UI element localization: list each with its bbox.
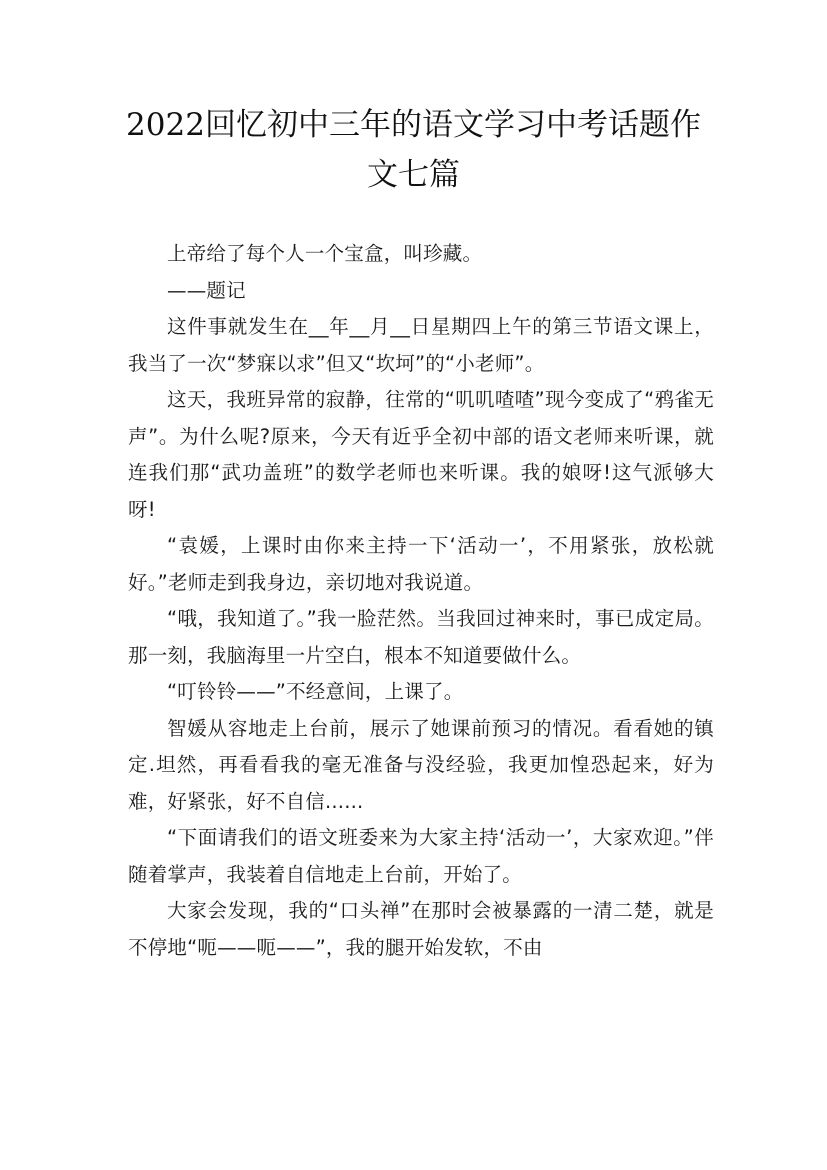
paragraph: “叮铃铃——”不经意间，上课了。 xyxy=(167,680,464,703)
title-line-2: 文七篇 xyxy=(367,157,460,193)
paragraph: “袁媛，上课时由你来主持一下‘活动一’，不用紧张，放松就好。”老师走到我身边，亲切地对我说道。 xyxy=(128,534,714,594)
document-title xyxy=(100,100,727,200)
title-line-1: 2022回忆初中三年的语文学习中考话题作 xyxy=(126,107,701,143)
paragraph-epigraph: 上帝给了每个人一个宝盒，叫珍藏。 xyxy=(167,242,483,265)
paragraph-epigraph-attribution: ——题记 xyxy=(167,278,246,302)
paragraph: “哦，我知道了。”我一脸茫然。当我回过神来时，事已成定局。那一刻，我脑海里一片空白，根本不知道要做什么。 xyxy=(128,607,714,667)
paragraph: “下面请我们的语文班委来为大家主持‘活动一’，大家欢迎。”伴随着掌声，我装着自信地走上台前，开始了。 xyxy=(128,826,714,886)
paragraph: 这天，我班异常的寂静，往常的“叽叽喳喳”现今变成了“鸦雀无声”。为什么呢?原来，今天有近乎全初中部的语文老师来听课，就连我们那“武功盖班”的数学老师也来听课。我的娘呀!这气派够大呀! xyxy=(128,388,714,521)
paragraph: 大家会发现，我的“口头禅”在那时会被暴露的一清二楚，就是不停地“呃——呃——”，我的腿开始发软，不由 xyxy=(128,899,714,959)
paragraph: 这件事就发生在__年__月__日星期四上午的第三节语文课上，我当了一次“梦寐以求”但又“坎坷”的“小老师”。 xyxy=(128,315,714,375)
paragraph: 智媛从容地走上台前，展示了她课前预习的情况。看看她的镇定.坦然，再看看我的毫无准备与没经验，我更加惶恐起来，好为难，好紧张，好不自信...... xyxy=(128,716,714,813)
document-body xyxy=(128,236,714,966)
